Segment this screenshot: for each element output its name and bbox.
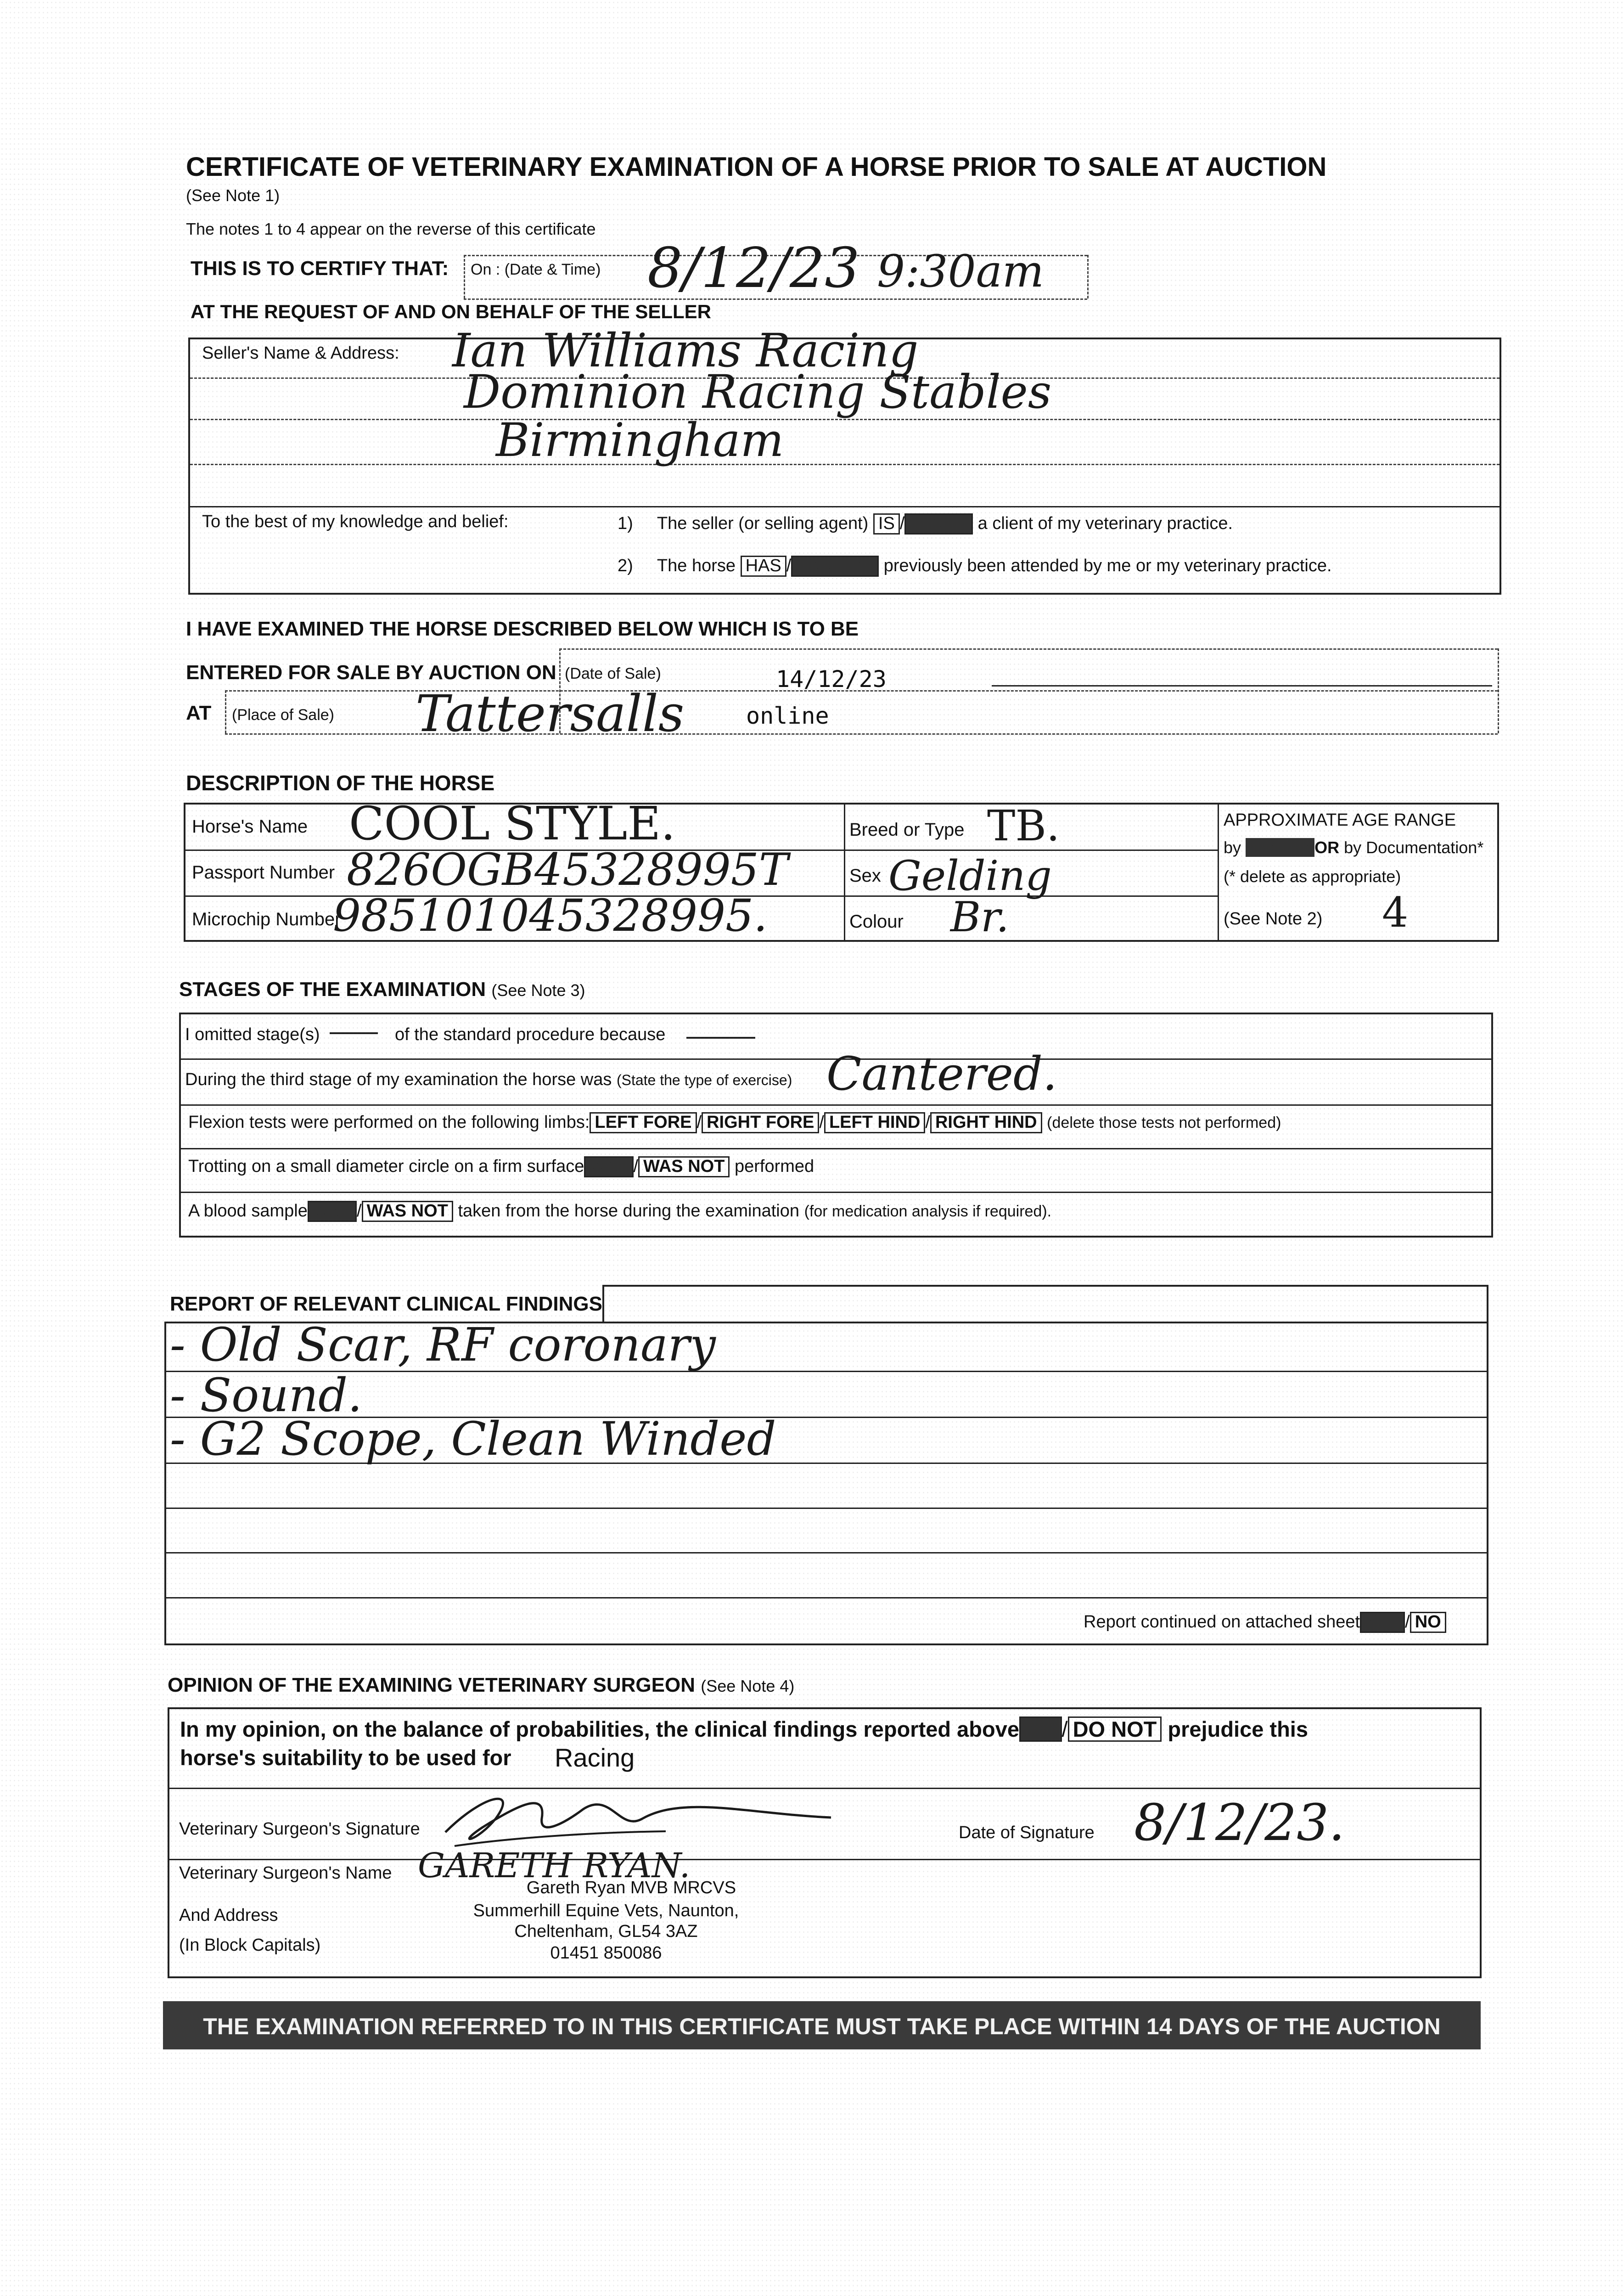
microchip-value: 985101045328995. (333, 890, 768, 941)
report-finding-2: - Sound. (170, 1368, 362, 1422)
at-label: AT (186, 702, 212, 724)
request-label: AT THE REQUEST OF AND ON BEHALF OF THE SELLER (191, 301, 711, 322)
stamp-line-2: Summerhill Equine Vets, Naunton, (473, 1901, 739, 1920)
sex-value: Gelding (888, 852, 1052, 900)
sale-date-value: 14/12/23 (776, 666, 887, 692)
opinion-text-2: horse's suitability to be used for (180, 1745, 511, 1770)
sale-place-value: Tattersalls (416, 684, 685, 743)
omitted-label: I omitted stage(s) (185, 1025, 320, 1044)
on-box-right (1087, 255, 1089, 298)
flex-right-fore: RIGHT FORE (702, 1112, 819, 1133)
omitted-dash (330, 1032, 378, 1034)
option-has-not-struck: HAS NOT (791, 556, 879, 577)
option-has: HAS (741, 556, 786, 577)
date-underline (992, 685, 1492, 687)
passport-label: Passport Number (192, 862, 335, 883)
microchip-label: Microchip Number (192, 909, 341, 929)
report-continued: Report continued on attached sheet YES / NO (1084, 1612, 1446, 1633)
sale-box-top (559, 648, 1498, 650)
certify-label: THIS IS TO CERTIFY THAT: (191, 257, 449, 280)
omitted-reason-dash (686, 1037, 755, 1039)
knowledge-item-1: 1) The seller (or selling agent) IS / IS NOT a client of my veterinary practice. (618, 513, 1233, 535)
omitted-mid: of the standard procedure because (395, 1025, 666, 1044)
blood-row: A blood sample WAS / WAS NOT taken from the horse during the examination (for medication analysis if required). (188, 1201, 1051, 1222)
footer-banner-text: THE EXAMINATION REFERRED TO IN THIS CERTIFICATE MUST TAKE PLACE WITHIN 14 DAYS OF THE AUCTION (203, 2014, 1441, 2039)
date-of-signature-label: Date of Signature (959, 1823, 1095, 1842)
opinion-do-not: DO NOT (1068, 1716, 1162, 1742)
flex-left-hind: LEFT HIND (824, 1112, 925, 1133)
stage-row-line (181, 1148, 1491, 1149)
address-label-caps: (In Block Capitals) (179, 1936, 321, 1955)
age-by-line: by Dentition OR by Documentation* (1224, 838, 1484, 857)
certificate-title: CERTIFICATE OF VETERINARY EXAMINATION OF A HORSE PRIOR TO SALE AT AUCTION (186, 152, 1327, 182)
option-is: IS (873, 513, 900, 535)
trot-was-struck: WAS (584, 1156, 633, 1177)
breed-label: Breed or Type (849, 820, 965, 840)
footer-banner (163, 2001, 1481, 2049)
continued-yes-struck: YES (1360, 1612, 1405, 1633)
opinion-line (169, 1859, 1480, 1860)
stage-row-line (181, 1104, 1491, 1106)
see-note-1: (See Note 1) (186, 186, 280, 205)
blood-was-struck: WAS (308, 1201, 357, 1222)
report-heading: REPORT OF RELEVANT CLINICAL FINDINGS (170, 1293, 602, 1315)
flex-right-hind: RIGHT HIND (930, 1112, 1042, 1133)
option-is-not-struck: IS NOT (904, 513, 973, 535)
sale-place-online: online (746, 703, 829, 729)
flex-left-fore: LEFT FORE (590, 1112, 696, 1133)
seller-row-line (190, 464, 1499, 465)
report-line (166, 1508, 1487, 1509)
sale-box-right (1498, 648, 1499, 733)
report-finding-3: - G2 Scope, Clean Winded (170, 1412, 776, 1466)
colour-label: Colour (849, 912, 904, 932)
stamp-line-1: Gareth Ryan MVB MRCVS (526, 1878, 736, 1897)
signature-label: Veterinary Surgeon's Signature (179, 1819, 420, 1839)
exam-time: 9:30am (877, 246, 1044, 297)
place-box-left (225, 690, 226, 733)
opinion-do-struck: DO (1019, 1716, 1062, 1742)
age-value: 4 (1382, 889, 1409, 937)
horse-name-value: COOL STYLE. (349, 797, 676, 850)
desc-col-line (844, 805, 845, 940)
exam-date: 8/12/23 (647, 236, 860, 300)
notes-line: The notes 1 to 4 appear on the reverse of this certificate (186, 219, 596, 238)
seller-divider (190, 506, 1499, 507)
place-label: (Place of Sale) (232, 706, 334, 724)
report-heading-box (602, 1285, 1488, 1322)
report-line (166, 1552, 1487, 1553)
address-label: And Address (179, 1906, 278, 1925)
blood-was-not: WAS NOT (362, 1201, 453, 1222)
trot-was-not: WAS NOT (638, 1156, 730, 1177)
knowledge-item-2: 2) The horse HAS / HAS NOT previously been attended by me or my veterinary practice. (618, 556, 1332, 577)
date-of-signature-value: 8/12/23. (1134, 1793, 1345, 1852)
stages-heading: STAGES OF THE EXAMINATION (See Note 3) (179, 978, 585, 1001)
age-dentition-struck: Dentition (1246, 838, 1314, 857)
stage-row-line (181, 1192, 1491, 1193)
seller-line-1: Ian Williams Racing (452, 324, 919, 377)
seller-line-2: Dominion Racing Stables (464, 365, 1052, 419)
flexion-row: Flexion tests were performed on the following limbs: LEFT FORE / RIGHT FORE / LEFT HIND / RIGHT HIND (delete those tests not performed) (188, 1112, 1281, 1133)
seller-line-3: Birmingham (496, 413, 784, 467)
breed-value: TB. (987, 801, 1060, 850)
trot-row: Trotting on a small diameter circle on a firm surface WAS / WAS NOT performed (188, 1156, 814, 1177)
continued-no: NO (1410, 1612, 1446, 1633)
opinion-heading: OPINION OF THE EXAMINING VETERINARY SURGEON (See Note 4) (168, 1674, 795, 1696)
age-see-note: (See Note 2) (1224, 909, 1323, 929)
vet-name-label: Veterinary Surgeon's Name (179, 1863, 392, 1883)
description-heading: DESCRIPTION OF THE HORSE (186, 771, 495, 795)
sale-heading-1: I HAVE EXAMINED THE HORSE DESCRIBED BELOW WHICH IS TO BE (186, 618, 859, 640)
vet-signature (427, 1777, 840, 1855)
seller-label: Seller's Name & Address: (202, 343, 399, 363)
seller-row-line (190, 419, 1499, 420)
desc-col-line (1218, 805, 1219, 940)
sale-date-label: (Date of Sale) (565, 665, 661, 682)
stamp-line-4: 01451 850086 (550, 1943, 662, 1963)
horse-name-label: Horse's Name (192, 816, 308, 837)
suitability-value: Racing (555, 1743, 635, 1772)
knowledge-label: To the best of my knowledge and belief: (202, 512, 509, 531)
report-line (166, 1597, 1487, 1598)
colour-value: Br. (950, 893, 1009, 941)
report-finding-1: - Old Scar, RF coronary (170, 1318, 716, 1372)
third-stage-label: During the third stage of my examination the horse was (State the type of exercise) (185, 1070, 792, 1089)
third-stage-value: Cantered. (826, 1047, 1057, 1101)
age-label: APPROXIMATE AGE RANGE (1224, 810, 1456, 830)
sale-heading-2: ENTERED FOR SALE BY AUCTION ON (186, 661, 556, 684)
vet-name-hand: GARETH RYAN. (418, 1846, 691, 1885)
passport-value: 826OGB45328995T (347, 844, 788, 895)
age-delete-note: (* delete as appropriate) (1224, 867, 1401, 886)
on-box-left (464, 255, 465, 298)
on-label: On : (Date & Time) (471, 261, 601, 278)
opinion-text-1: In my opinion, on the balance of probabilities, the clinical findings reported above DO / DO NOT prejudice this (180, 1717, 1308, 1741)
stamp-line-3: Cheltenham, GL54 3AZ (514, 1922, 698, 1941)
sex-label: Sex (849, 866, 881, 886)
